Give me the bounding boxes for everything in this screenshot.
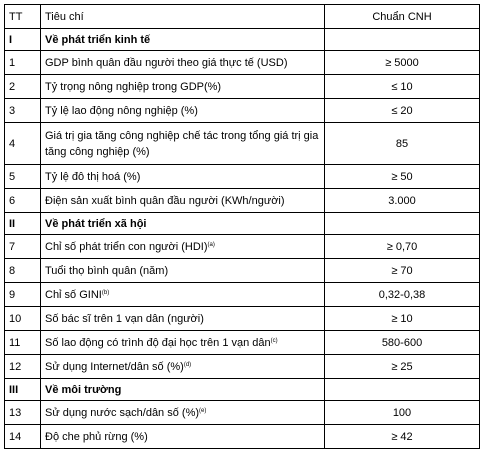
row-standard-value: 3.000 <box>325 189 480 213</box>
row-criterion <box>41 331 325 355</box>
row-standard-value: 100 <box>325 401 480 425</box>
row-number: 4 <box>5 123 41 165</box>
section-row <box>5 213 480 235</box>
row-number: 3 <box>5 99 41 123</box>
table-row <box>5 331 480 355</box>
row-number: 6 <box>5 189 41 213</box>
section-title: Về phát triển xã hội <box>41 213 325 235</box>
row-standard-value: ≥ 50 <box>325 165 480 189</box>
row-criterion <box>41 355 325 379</box>
section-standard-empty <box>325 213 480 235</box>
row-standard-value: ≥ 70 <box>325 259 480 283</box>
table-row <box>5 51 480 75</box>
table-row <box>5 123 480 165</box>
row-standard-value: ≥ 10 <box>325 307 480 331</box>
row-criterion <box>41 123 325 165</box>
table-row <box>5 307 480 331</box>
section-title: Về phát triển kinh tế <box>41 29 325 51</box>
footnote-marker: (d) <box>183 361 192 368</box>
row-criterion <box>41 99 325 123</box>
section-number: II <box>5 213 41 235</box>
row-standard-value: ≤ 20 <box>325 99 480 123</box>
table-row <box>5 75 480 99</box>
table-row <box>5 355 480 379</box>
row-criterion <box>41 75 325 99</box>
section-standard-empty <box>325 29 480 51</box>
row-standard-value: 0,32-0,38 <box>325 283 480 307</box>
row-number: 12 <box>5 355 41 379</box>
criterion-text: Sử dụng nước sạch/dân số (%) <box>45 406 200 419</box>
criterion-text: Điện sản xuất bình quân đầu người (KWh/người) <box>45 194 285 207</box>
criterion-text: Số lao động có trình độ đại học trên 1 vạn dân <box>45 336 271 349</box>
criterion-text: Tỷ trọng nông nghiệp trong GDP(%) <box>45 80 222 93</box>
criterion-text: GDP bình quân đầu người theo giá thực tế (USD) <box>45 56 288 69</box>
section-standard-empty <box>325 379 480 401</box>
row-number: 1 <box>5 51 41 75</box>
criteria-table <box>4 4 480 449</box>
criterion-text: Tỷ lệ lao động nông nghiệp (%) <box>45 104 198 117</box>
row-criterion <box>41 51 325 75</box>
footnote-marker: (a) <box>207 241 215 248</box>
row-number: 14 <box>5 425 41 449</box>
row-standard-value: ≤ 10 <box>325 75 480 99</box>
criterion-text: Tuổi thọ bình quân (năm) <box>45 264 169 277</box>
row-number: 8 <box>5 259 41 283</box>
row-number: 7 <box>5 235 41 259</box>
row-criterion <box>41 425 325 449</box>
criterion-text: Chỉ số phát triển con người (HDI) <box>45 240 208 253</box>
table-row <box>5 283 480 307</box>
table-row <box>5 235 480 259</box>
criterion-text: Số bác sĩ trên 1 vạn dân (người) <box>45 312 204 325</box>
row-standard-value: 85 <box>325 123 480 165</box>
table-row <box>5 425 480 449</box>
row-criterion <box>41 165 325 189</box>
row-standard-value: ≥ 5000 <box>325 51 480 75</box>
section-number: III <box>5 379 41 401</box>
row-number: 2 <box>5 75 41 99</box>
footnote-marker: (e) <box>199 407 207 414</box>
table-body <box>5 5 480 449</box>
header-standard: Chuẩn CNH <box>325 5 480 29</box>
criterion-text: Giá trị gia tăng công nghiệp chế tác trong tổng giá trị gia tăng công nghiệp (%) <box>45 129 319 158</box>
row-criterion <box>41 189 325 213</box>
section-row <box>5 379 480 401</box>
section-row <box>5 29 480 51</box>
row-criterion <box>41 259 325 283</box>
row-standard-value: 580-600 <box>325 331 480 355</box>
criterion-text: Độ che phủ rừng (%) <box>45 430 148 443</box>
row-standard-value: ≥ 0,70 <box>325 235 480 259</box>
table-row <box>5 165 480 189</box>
section-number: I <box>5 29 41 51</box>
row-number: 11 <box>5 331 41 355</box>
footnote-marker: (b) <box>101 289 110 296</box>
criterion-text: Sử dụng Internet/dân số (%) <box>45 360 184 373</box>
row-number: 9 <box>5 283 41 307</box>
criterion-text: Chỉ số GINI <box>45 288 102 301</box>
header-criteria: Tiêu chí <box>41 5 325 29</box>
header-row <box>5 5 480 29</box>
section-title: Về môi trường <box>41 379 325 401</box>
row-criterion <box>41 401 325 425</box>
row-number: 13 <box>5 401 41 425</box>
table-row <box>5 401 480 425</box>
row-standard-value: ≥ 42 <box>325 425 480 449</box>
footnote-marker: (c) <box>270 337 278 344</box>
table-row <box>5 259 480 283</box>
header-tt: TT <box>5 5 41 29</box>
table-row <box>5 99 480 123</box>
table-row <box>5 189 480 213</box>
criterion-text: Tỷ lệ đô thị hoá (%) <box>45 170 141 183</box>
row-number: 10 <box>5 307 41 331</box>
row-number: 5 <box>5 165 41 189</box>
row-criterion <box>41 283 325 307</box>
row-criterion <box>41 307 325 331</box>
row-standard-value: ≥ 25 <box>325 355 480 379</box>
row-criterion <box>41 235 325 259</box>
